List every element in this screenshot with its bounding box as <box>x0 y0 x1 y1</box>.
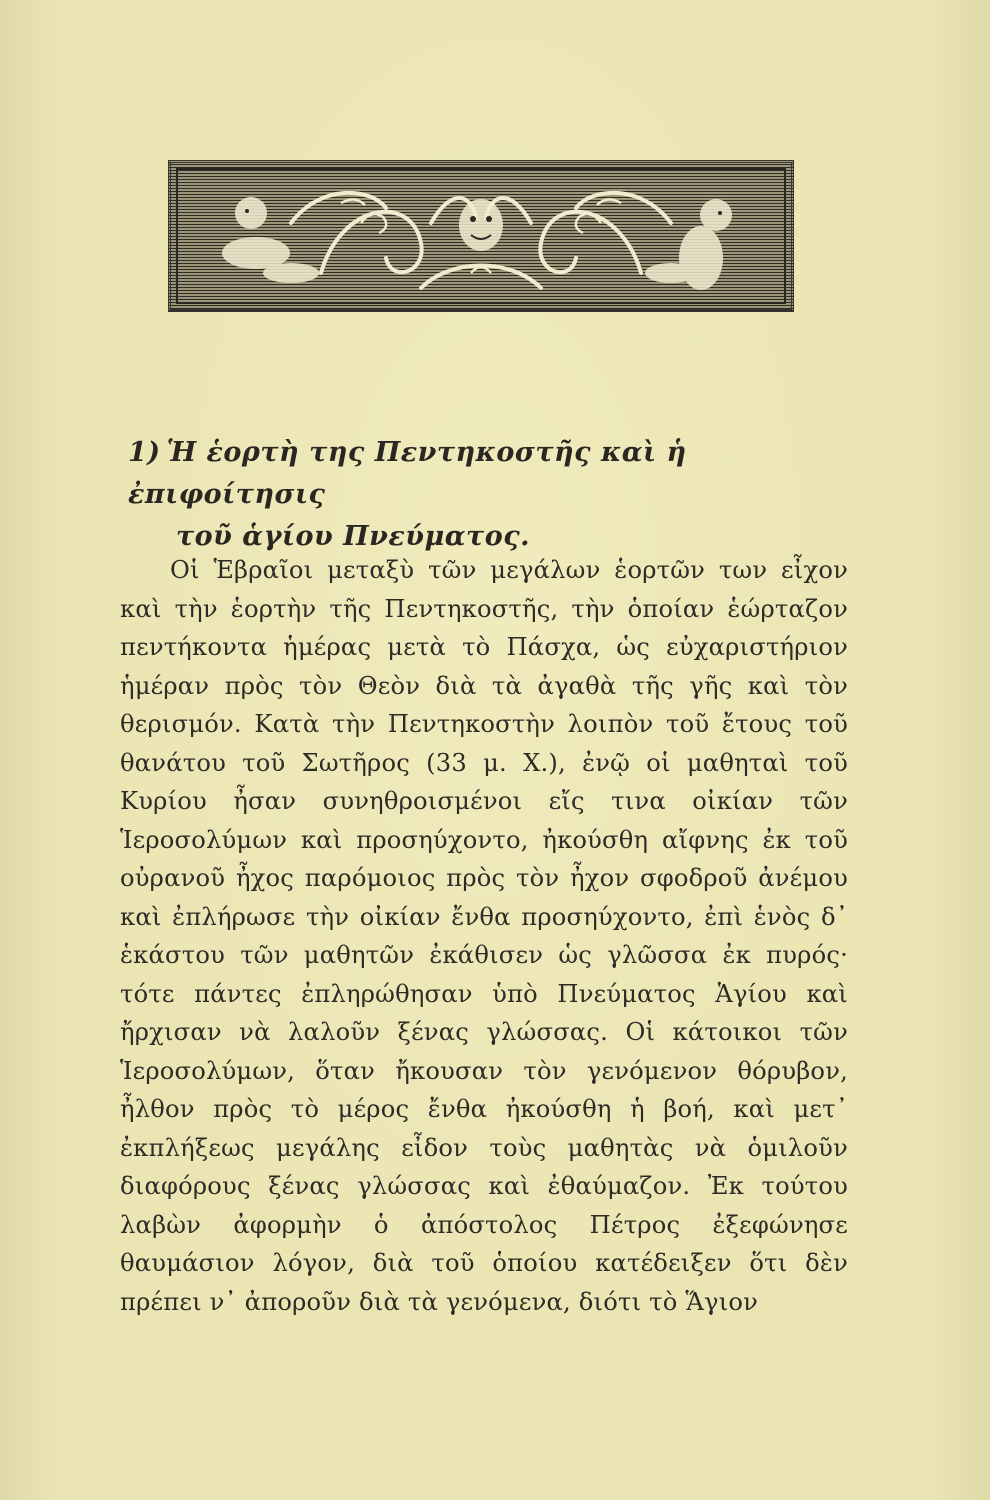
body-paragraph: Οἱ Ἑβραῖοι μεταξὺ τῶν μεγάλων ἑορτῶν των εἶχον καὶ τὴν ἑορτὴν τῆς Πεντηκοστῆς, τὴν ὁποίαν ἑώρταζον πεντήκοντα ἡμέρας μετὰ τὸ Πάσχα, ὡς εὐχαριστήριον ἡμέραν πρὸς τὸν Θεὸν διὰ τὰ ἀγαθὰ τῆς γῆς καὶ τὸν θερισμόν. Κατὰ τὴν Πεντηκοστὴν λοιπὸν τοῦ ἔτους τοῦ θανάτου τοῦ Σωτῆρος (33 μ. Χ.), ἐνῷ οἱ μαθηταὶ τοῦ Κυρίου ἦσαν συνηθροισμένοι εἴς τινα οἰκίαν τῶν Ἱεροσολύμων καὶ προσηύχοντο, ἠκούσθη αἴφνης ἐκ τοῦ οὐρανοῦ ἦχος παρόμοιος πρὸς τὸν ἦχον σφοδροῦ ἀνέμου καὶ ἐπλήρωσε τὴν οἰκίαν ἔνθα προσηύχοντο, ἐπὶ ἑνὸς δ᾿ ἑκάστου τῶν μαθητῶν ἐκάθισεν ὡς γλῶσσα ἐκ πυρός· τότε πάντες ἐπληρώθησαν ὑπὸ Πνεύματος Ἁγίου καὶ ἤρχισαν νὰ λαλοῦν ξένας γλώσσας. Οἱ κάτοικοι τῶν Ἱεροσολύμων, ὅταν ἤκουσαν τὸν γενόμενον θόρυβον, ἦλθον πρὸς τὸ μέρος ἔνθα ἠκούσθη ἡ βοή, καὶ μετ᾿ ἐκπλήξεως μεγάλης εἶδον τοὺς μαθητὰς νὰ ὁμιλοῦν διαφόρους ξένας γλώσσας καὶ ἐθαύμαζον. Ἐκ τούτου λαβὼν ἀφορμὴν ὁ ἀπόστολος Πέτρος ἐξεφώνησε θαυμάσιον λόγον, διὰ τοῦ ὁποίου κατέδειξεν ὅτι δὲν πρέπει ν᾿ ἀποροῦν διὰ τὰ γενόμενα, διότι τὸ Ἅγιον <box>120 556 848 1316</box>
chapter-heading <box>128 432 848 558</box>
heading-number: 1) <box>128 437 161 468</box>
ornament-drawing <box>171 163 791 309</box>
decorative-headpiece-icon <box>168 160 794 312</box>
heading-line-2: τοῦ ἁγίου Πνεύματος. <box>176 521 531 552</box>
heading-line-1: Ἡ ἑορτὴ της Πεντηκοστῆς καὶ ἡ ἐπιφοίτησις <box>128 437 687 510</box>
